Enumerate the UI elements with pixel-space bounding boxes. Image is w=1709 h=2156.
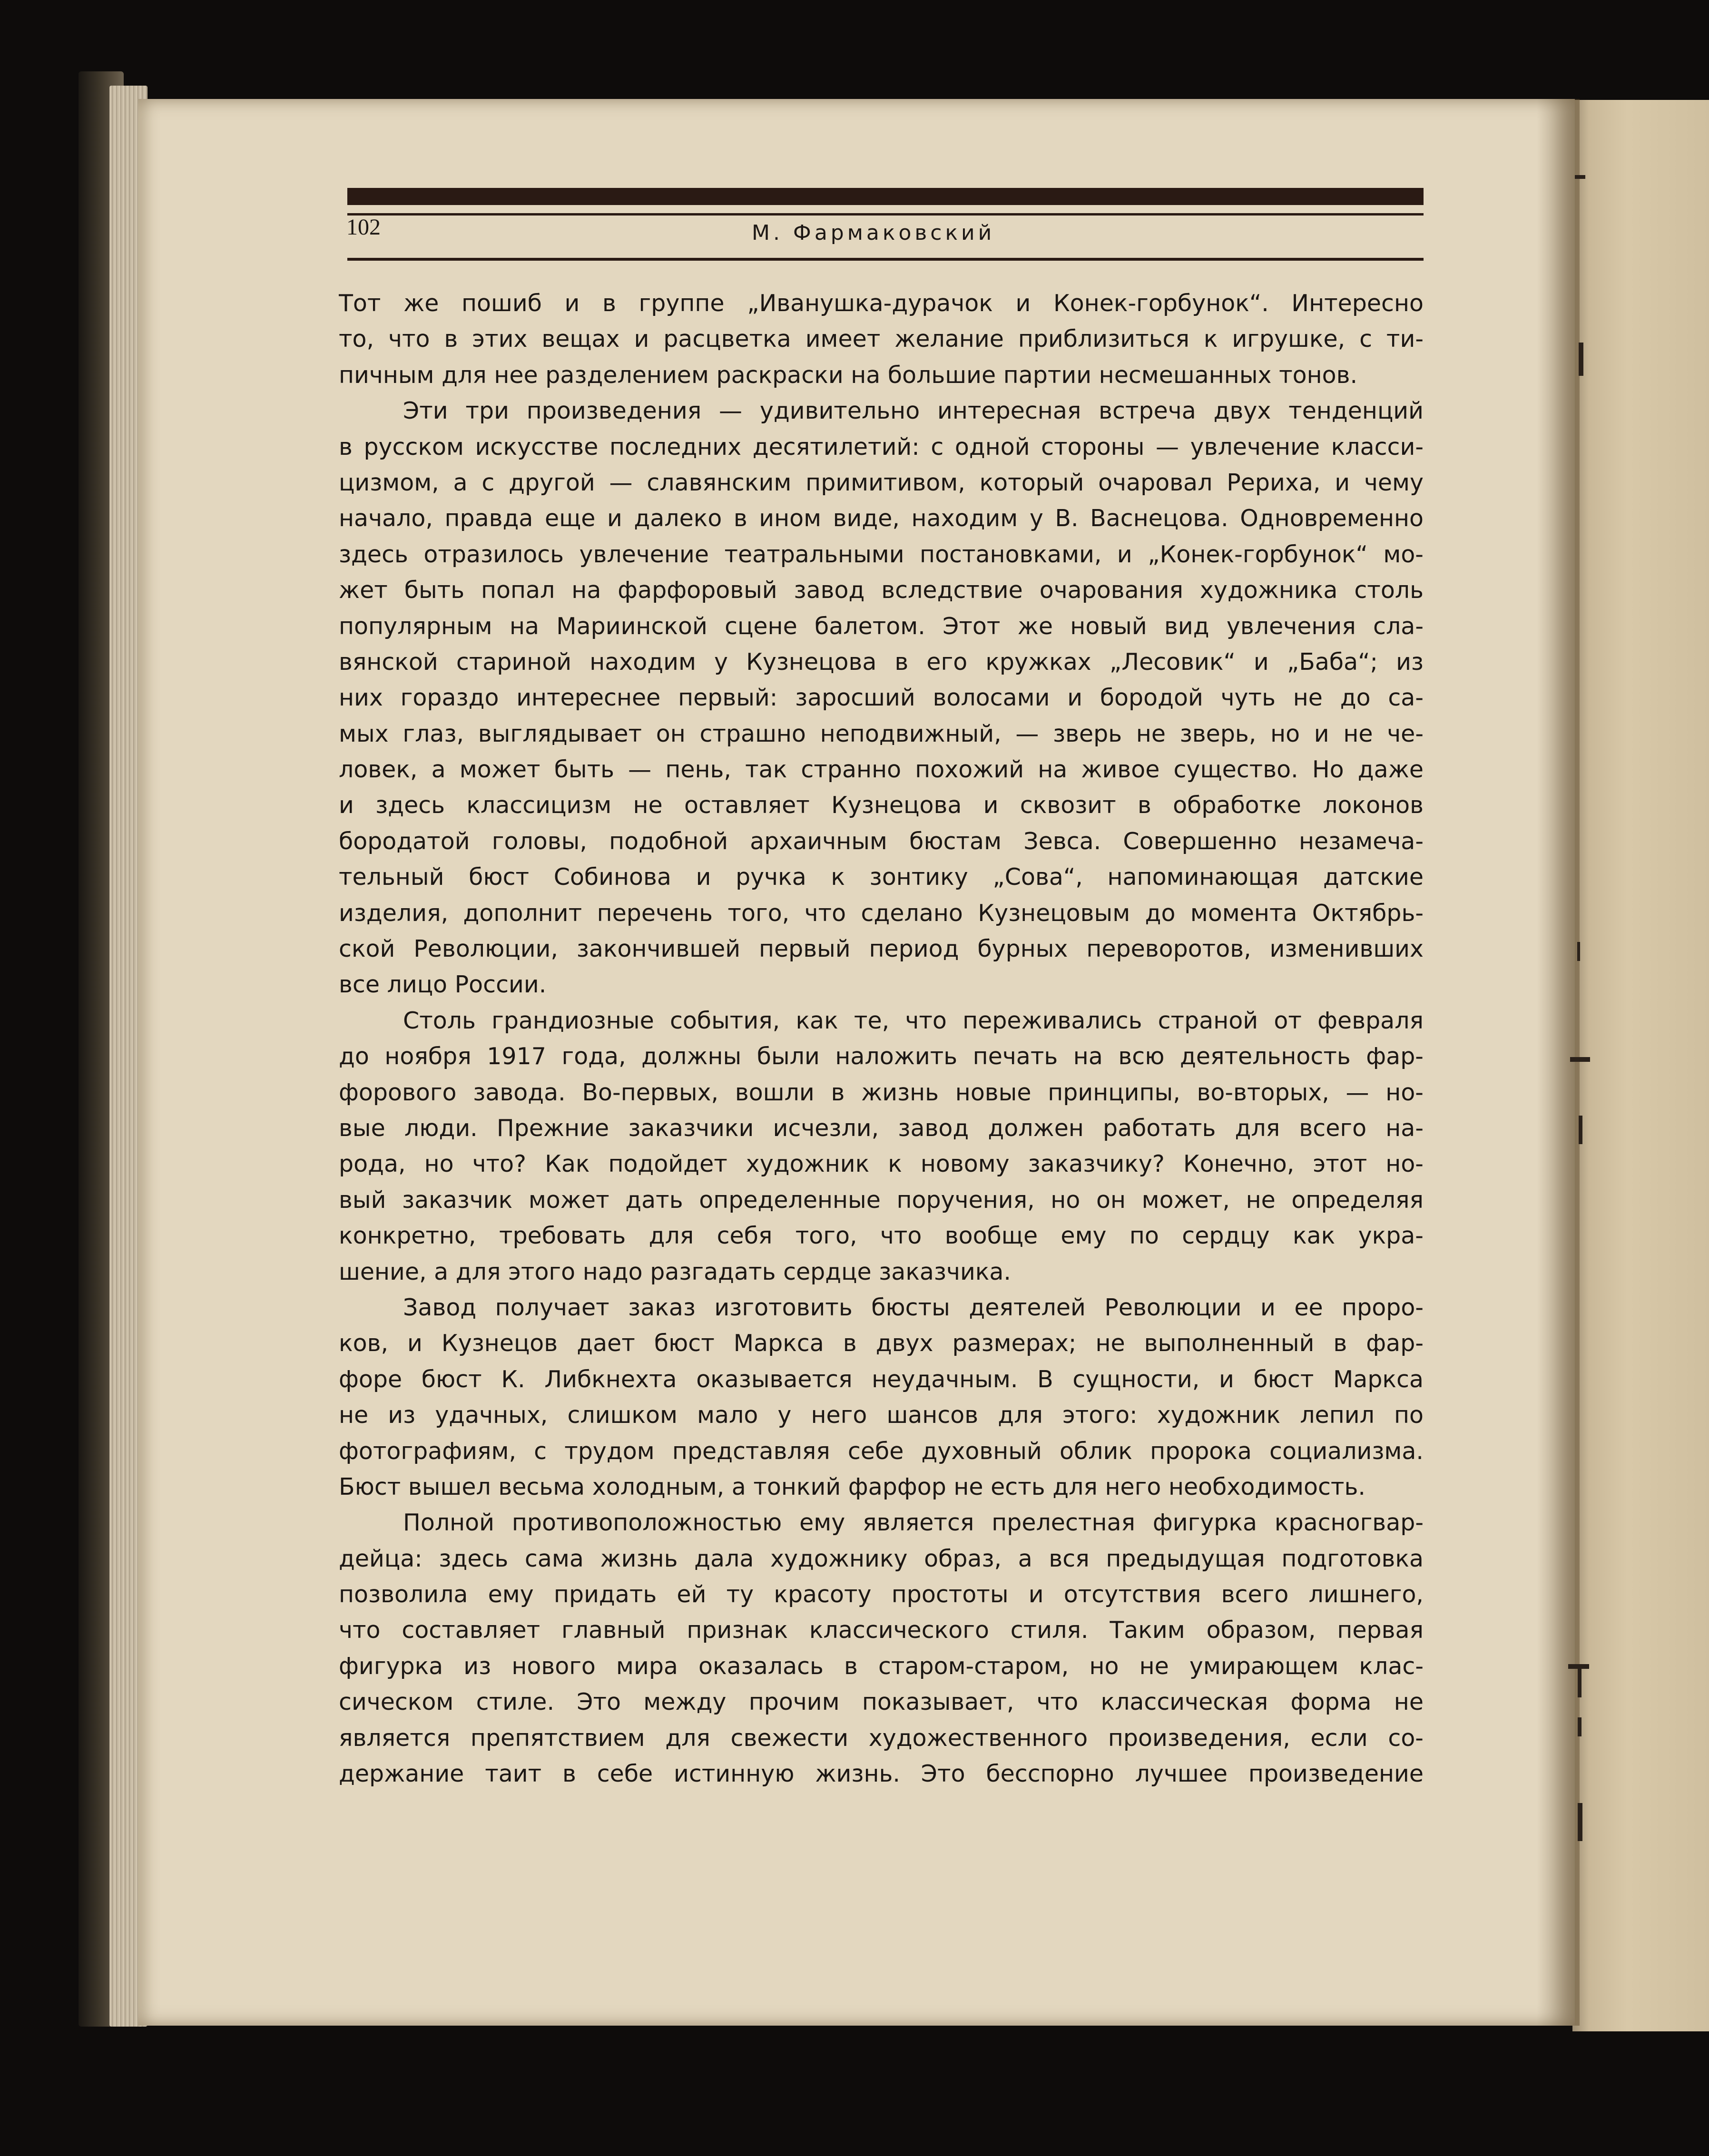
text-line: вый заказчик может дать определенные поручения, но он может, не определяя [339,1186,1424,1214]
text-line: то, что в этих вещах и расцветка имеет желание приблизиться к игрушке, с ти- [339,325,1424,353]
text-line: начало, правда еще и далеко в ином виде, находим у В. Васнецова. Одновременно [339,505,1424,532]
text-line: форе бюст К. Либкнехта оказывается неудачным. В сущности, и бюст Маркса [339,1365,1424,1393]
text-line: тельный бюст Собинова и ручка к зонтику „Сова“, напоминающая датские [339,863,1424,891]
header-thick-rule [347,188,1424,205]
text-line: форового завода. Во-первых, вошли в жизнь новые принципы, во-вторых, — но- [339,1078,1424,1106]
text-line: является препятствием для свежести художественного произведения, если со- [339,1724,1424,1752]
text-line: что составляет главный признак классического стиля. Таким образом, первая [339,1617,1424,1644]
paragraph-start-line: Полной противоположностью ему является прелестная фигурка красногвар- [403,1509,1424,1537]
paragraph-start-line: Эти три произведения — удивительно интересная встреча двух тенденций [403,397,1424,425]
body-text [339,285,1424,1792]
text-line: дейца: здесь сама жизнь дала художнику образ, а вся предыдущая подготовка [339,1545,1424,1572]
text-line: и здесь классицизм не оставляет Кузнецова и сквозит в обработке локонов [339,792,1424,819]
paragraph-start-line: Завод получает заказ изготовить бюсты деятелей Революции и ее проро- [403,1294,1424,1321]
running-title: М. Фармаковский [752,221,995,245]
text-line: ловек, а может быть — пень, так странно похожий на живое существо. Но даже [339,756,1424,784]
text-line: вые люди. Прежние заказчики исчезли, завод должен работать для всего на- [339,1114,1424,1142]
text-line: мых глаз, выглядывает он страшно неподвижный, — зверь не зверь, но и не че- [339,720,1424,747]
margin-mark [1578,1803,1582,1841]
margin-mark [1575,175,1585,179]
facing-page-edge [1572,100,1709,2031]
text-line: вянской стариной находим у Кузнецова в его кружках „Лесовик“ и „Баба“; из [339,648,1424,676]
text-line: цизмом, а с другой — славянским примитивом, который очаровал Рериха, и чему [339,469,1424,496]
page-number: 102 [346,215,381,240]
text-line: шение, а для этого надо разгадать сердце заказчика. [339,1258,1011,1285]
text-line: держание таит в себе истинную жизнь. Это бесспорно лучшее произведение [339,1760,1424,1788]
header-bottom-rule [347,258,1424,261]
text-line: жет быть попал на фарфоровый завод вследствие очарования художника столь [339,577,1424,604]
text-line: до ноября 1917 года, должны были наложить печать на всю деятельность фар- [339,1043,1424,1070]
text-line: бородатой головы, подобной архаичным бюстам Зевса. Совершенно незамеча- [339,827,1424,855]
text-line: изделия, дополнит перечень того, что сделано Кузнецовым до момента Октябрь- [339,899,1424,927]
margin-mark [1579,1116,1582,1144]
text-line: ков, и Кузнецов дает бюст Маркса в двух размерах; не выполненный в фар- [339,1330,1424,1357]
text-line: фотографиям, с трудом представляя себе духовный облик пророка социализма. [339,1437,1424,1465]
text-line: популярным на Мариинской сцене балетом. Этот же новый вид увлечения сла- [339,612,1424,640]
margin-mark [1579,343,1583,376]
text-line: конкретно, требовать для себя того, что вообще ему по сердцу как укра- [339,1222,1424,1250]
text-line: Бюст вышел весьма холодным, а тонкий фарфор не есть для него необходимость. [339,1473,1365,1500]
text-line: сическом стиле. Это между прочим показывает, что классическая форма не [339,1688,1424,1716]
margin-mark [1568,1664,1589,1669]
margin-mark [1570,1057,1590,1062]
text-line: рода, но что? Как подойдет художник к новому заказчику? Конечно, этот но- [339,1150,1424,1178]
text-line: все лицо России. [339,971,547,999]
margin-mark [1577,942,1580,961]
gutter-shadow [1537,99,1580,2026]
text-line: не из удачных, слишком мало у него шансов для этого: художник лепил по [339,1401,1424,1429]
text-line: в русском искусстве последних десятилетий: с одной стороны — увлечение класси- [339,433,1424,461]
text-line: пичным для нее разделением раскраски на большие партии несмешанных тонов. [339,361,1358,389]
text-line: ской Революции, закончившей первый период бурных переворотов, изменивших [339,935,1424,963]
text-line: Тот же пошиб и в группе „Иванушка-дурачок и Конек-горбунок“. Интересно [339,290,1424,317]
text-line: позволила ему придать ей ту красоту простоты и отсутствия всего лишнего, [339,1581,1424,1608]
text-line: здесь отразилось увлечение театральными постановками, и „Конек-горбунок“ мо- [339,540,1424,568]
text-line: фигурка из нового мира оказалась в старом-старом, но не умирающем клас- [339,1652,1424,1680]
paragraph-start-line: Столь грандиозные события, как те, что переживались страной от февраля [403,1007,1424,1034]
header-thin-rule [347,213,1424,216]
margin-mark [1578,1669,1581,1697]
margin-mark [1578,1717,1581,1736]
text-line: них гораздо интереснее первый: заросший волосами и бородой чуть не до са- [339,684,1424,712]
